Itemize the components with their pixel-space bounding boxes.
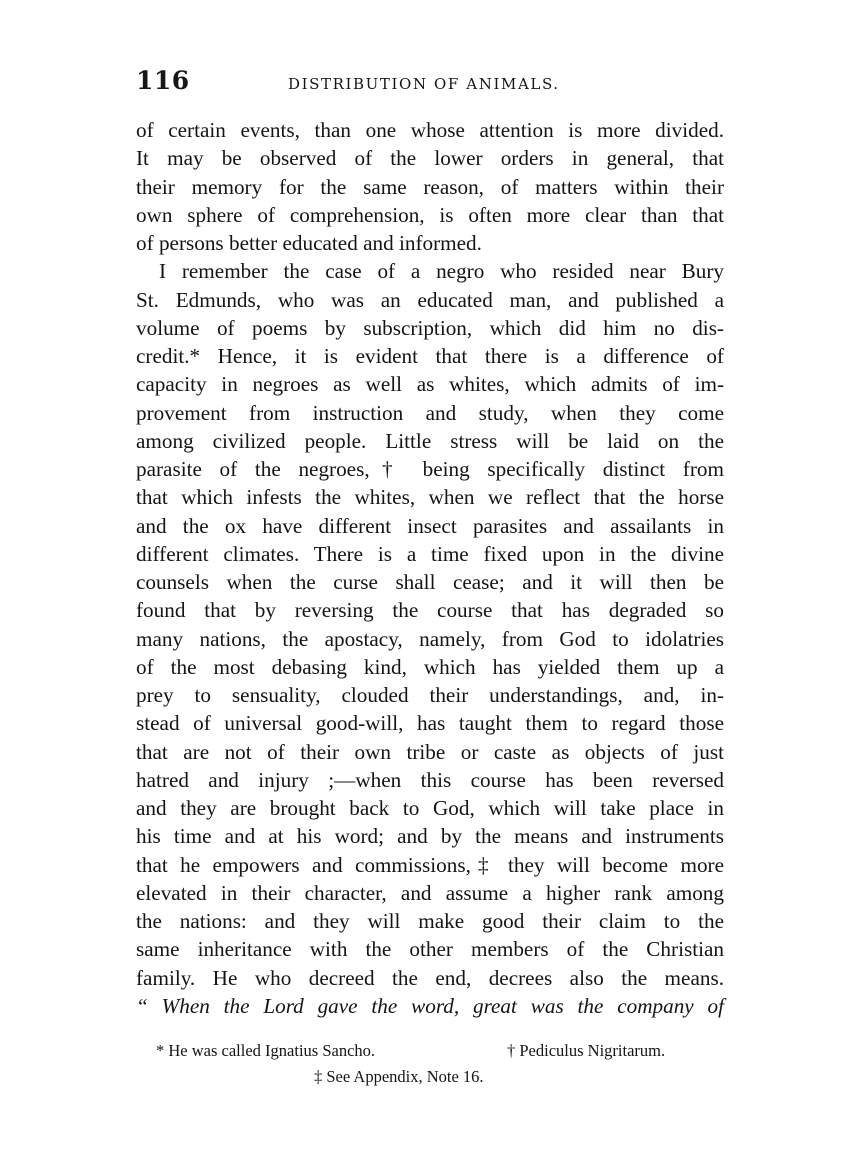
text-line: volume of poems by subscription, which did him no dis- bbox=[136, 315, 724, 340]
text-line: own sphere of comprehension, is often more clear than that bbox=[136, 202, 724, 227]
footnote-asterisk: * He was called Ignatius Sancho. bbox=[156, 1041, 376, 1060]
text-line: their memory for the same reason, of matters within their bbox=[136, 174, 724, 199]
footnotes bbox=[136, 1038, 724, 1090]
text-line: prey to sensuality, clouded their understandings, and, in- bbox=[136, 683, 724, 707]
running-title: DISTRIBUTION OF ANIMALS. bbox=[288, 75, 560, 93]
footnote-row bbox=[136, 1038, 724, 1064]
text-line: elevated in their character, and assume a higher rank among bbox=[136, 880, 724, 905]
text-line: counsels when the curse shall cease; and it will then be bbox=[136, 570, 724, 594]
body-text bbox=[136, 116, 724, 1020]
text-line: and the ox have different insect parasites and assailants in bbox=[136, 513, 724, 538]
text-line: of the most debasing kind, which has yielded them up a bbox=[136, 654, 724, 679]
text-line: that are not of their own tribe or caste as objects of just bbox=[136, 739, 724, 764]
footnote-double-dagger: ‡ See Appendix, Note 16. bbox=[314, 1067, 484, 1086]
text-line: among civilized people. Little stress will be laid on the bbox=[136, 428, 724, 453]
page-number: 116 bbox=[136, 66, 190, 95]
running-head bbox=[136, 66, 724, 96]
text-line: many nations, the apostacy, namely, from God to idolatries bbox=[136, 626, 724, 651]
text-line: that he empowers and commissions,‡ they will become more bbox=[136, 852, 724, 877]
footnote-dagger: † Pediculus Nigritarum. bbox=[507, 1041, 666, 1060]
text-line: different climates. There is a time fixed upon in the divine bbox=[136, 541, 724, 566]
text-line: St. Edmunds, who was an educated man, and published a bbox=[136, 287, 724, 312]
text-line: and they are brought back to God, which will take place in bbox=[136, 796, 724, 820]
text-line: found that by reversing the course that has degraded so bbox=[136, 598, 724, 623]
text-line: stead of universal good-will, has taught them to regard those bbox=[136, 711, 724, 736]
paragraph-start-line: I remember the case of a negro who resided near Bury bbox=[159, 259, 724, 284]
text-line: that which infests the whites, when we reflect that the horse bbox=[136, 485, 724, 510]
text-line: hatred and injury ;—when this course has been reversed bbox=[136, 767, 724, 792]
text-line: same inheritance with the other members of the Christian bbox=[136, 937, 724, 962]
text-line: family. He who decreed the end, decrees also the means. bbox=[136, 965, 724, 990]
footnote-row bbox=[136, 1064, 724, 1090]
text-line: of certain events, than one whose attention is more divided. bbox=[136, 118, 724, 142]
italic-quote-line: “ When the Lord gave the word, great was the company of bbox=[136, 993, 724, 1018]
text-line: provement from instruction and study, when they come bbox=[136, 400, 724, 425]
text-line: of persons better educated and informed. bbox=[136, 231, 482, 255]
text-line: credit.* Hence, it is evident that there is a difference of bbox=[136, 344, 724, 368]
text-line: his time and at his word; and by the means and instruments bbox=[136, 824, 724, 849]
text-line: capacity in negroes as well as whites, which admits of im- bbox=[136, 372, 724, 397]
text-line: It may be observed of the lower orders in general, that bbox=[136, 146, 724, 171]
text-line: the nations: and they will make good their claim to the bbox=[136, 909, 724, 933]
text-line: parasite of the negroes,† being specifically distinct from bbox=[136, 457, 724, 481]
